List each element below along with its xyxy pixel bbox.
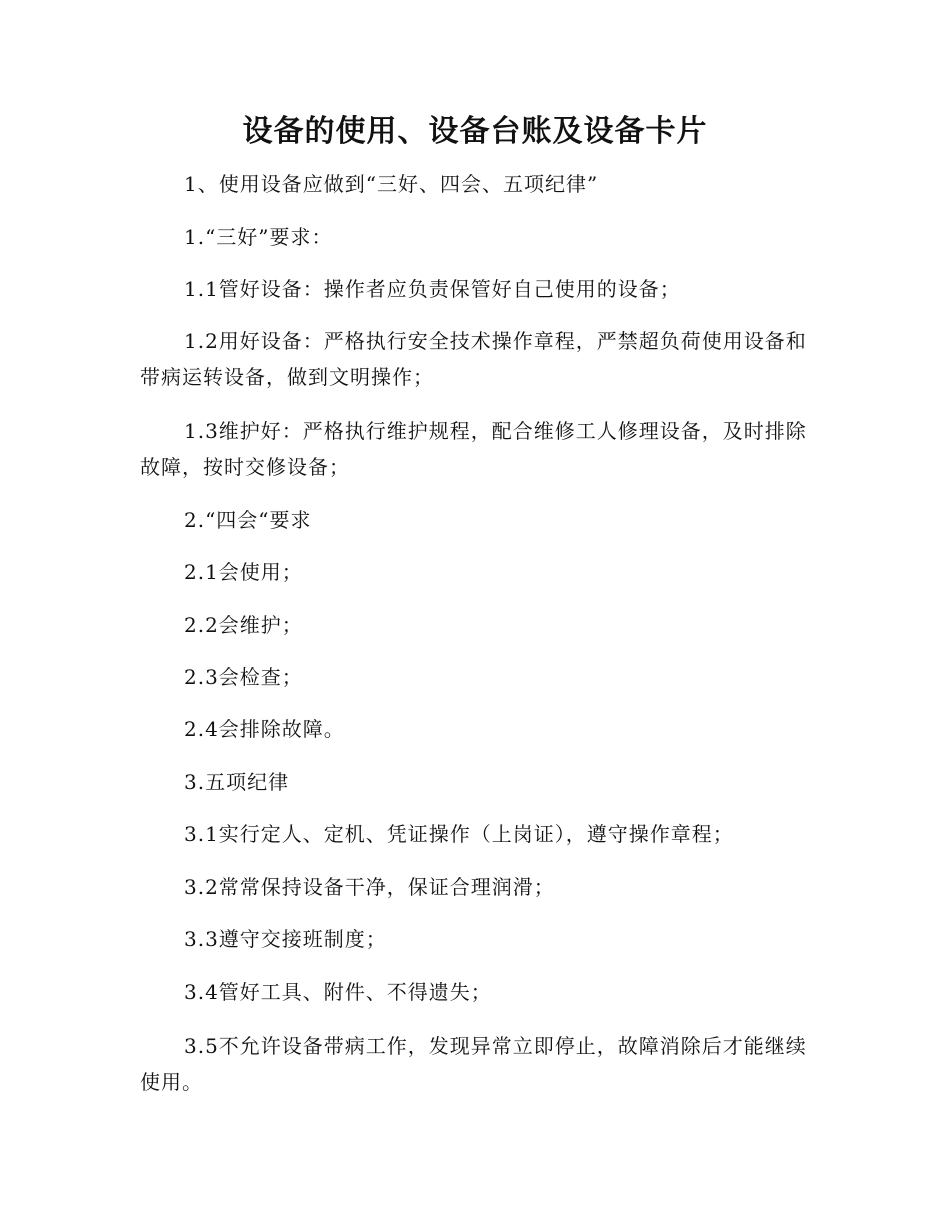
paragraph-11: 3.五项纪律: [184, 770, 290, 794]
paragraph-15: 3.4管好工具、附件、不得遗失；: [184, 980, 492, 1004]
paragraph-9: 2.3会检查；: [184, 665, 303, 689]
paragraph-4: 1.2用好设备：严格执行安全技术操作章程，严禁超负荷使用设备和带病运转设备，做到文明操作；: [140, 329, 807, 389]
paragraph-3: 1.1管好设备：操作者应负责保管好自己使用的设备；: [184, 277, 681, 301]
paragraph-2: 1.“三好”要求：: [184, 225, 333, 249]
paragraph-13: 3.2常常保持设备干净，保证合理润滑；: [184, 875, 555, 899]
document-title: 设备的使用、设备台账及设备卡片: [242, 114, 708, 149]
paragraph-6: 2.“四会“要求: [184, 508, 312, 532]
paragraph-8: 2.2会维护；: [184, 613, 303, 637]
paragraph-5: 1.3维护好：严格执行维护规程，配合维修工人修理设备，及时排除故障，按时交修设备；: [140, 419, 807, 479]
paragraph-16: 3.5不允许设备带病工作，发现异常立即停止，故障消除后才能继续使用。: [140, 1034, 807, 1094]
paragraph-12: 3.1实行定人、定机、凭证操作（上岗证），遵守操作章程；: [184, 822, 734, 846]
paragraph-10: 2.4会排除故障。: [184, 717, 345, 741]
paragraph-1: 1、使用设备应做到“三好、四会、五项纪律”: [184, 172, 599, 196]
paragraph-14: 3.3遵守交接班制度；: [184, 927, 387, 951]
paragraph-7: 2.1会使用；: [184, 560, 303, 584]
